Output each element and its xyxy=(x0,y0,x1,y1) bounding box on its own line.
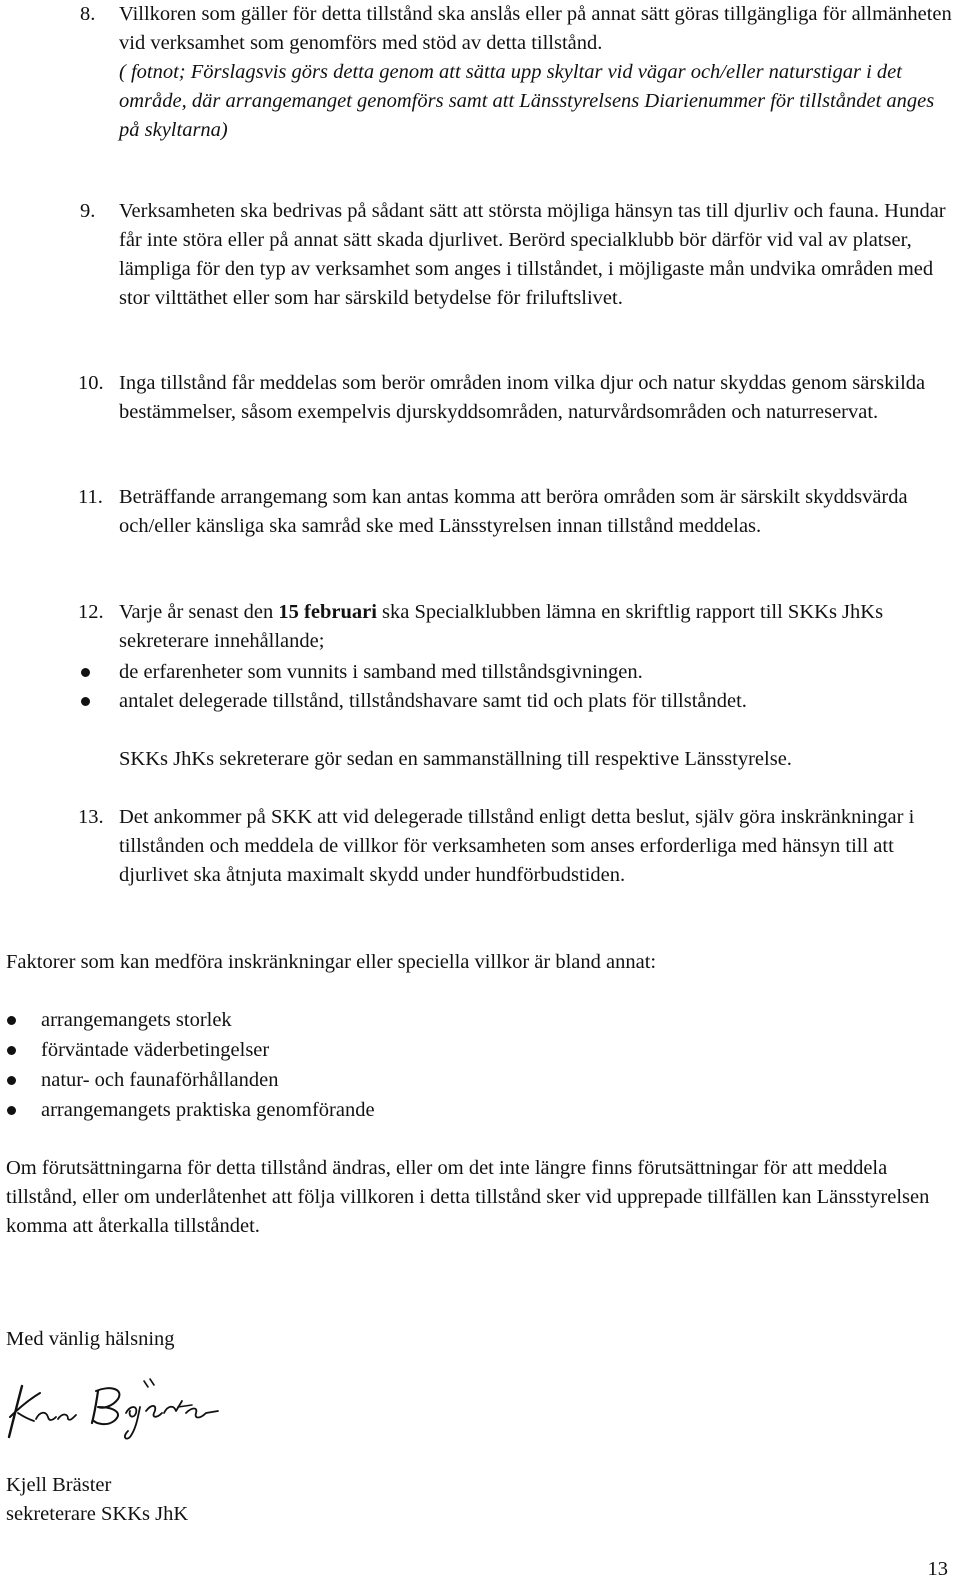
bullet-icon xyxy=(81,697,90,706)
summary-note: SKKs JhKs sekreterare gör sedan en sammanställning till respektive Länsstyrelse. xyxy=(119,748,792,770)
list-item-9 xyxy=(80,197,952,313)
list-item-11 xyxy=(80,483,952,541)
item-number: 8. xyxy=(80,3,96,25)
footnote-text: ( fotnot; Förslagsvis görs detta genom att sätta upp skyltar vid vägar och/eller naturstigar i det område, där arrangemanget genomförs samt att Länsstyrelsens Diarienummer för tillståndet anges på skyltarna) xyxy=(119,61,935,141)
list-item-8 xyxy=(80,0,952,145)
bullet-text: arrangemangets storlek xyxy=(41,1009,232,1031)
list-item-12 xyxy=(80,598,952,656)
bullet-icon xyxy=(7,1076,16,1085)
item-text: Det ankommer på SKK att vid delegerade tillstånd enligt detta beslut, själv göra inskränkningar i tillstånden och meddela de villkor för verksamheten som anses erforderliga med hänsyn till att djurlivet ska åtnjuta maximalt skydd under hundförbudstiden. xyxy=(119,806,915,886)
factors-intro: Faktorer som kan medföra inskränkningar eller speciella villkor är bland annat: xyxy=(6,951,657,973)
item-number: 10. xyxy=(78,372,104,394)
bullet-text: natur- och faunaförhållanden xyxy=(41,1069,279,1091)
bullet-icon xyxy=(7,1016,16,1025)
list-item xyxy=(6,1006,946,1036)
deadline-date: 15 februari xyxy=(278,601,377,623)
item-number: 13. xyxy=(78,806,104,828)
report-contents-list xyxy=(80,658,952,716)
item-text: Beträffande arrangemang som kan antas komma att beröra områden som är särskilt skyddsvärda och/eller känsliga ska samråd ske med Länsstyrelsen innan tillstånd meddelas. xyxy=(119,486,908,537)
factors-list xyxy=(6,1006,946,1126)
list-item xyxy=(6,1036,946,1066)
list-item-13 xyxy=(80,803,952,890)
list-item xyxy=(6,1066,946,1096)
item-text: Verksamheten ska bedrivas på sådant sätt att största möjliga hänsyn tas till djurliv och fauna. Hundar får inte störa eller på annat sätt skada djurlivet. Berörd specialklubb bör därför vid val av platser, lämpliga för den typ av verksamhet som anges i tillståndet, i möjligaste mån undvika områden med stor vilttäthet eller som har särskild betydelse för friluftslivet. xyxy=(119,200,946,309)
bullet-text: antalet delegerade tillstånd, tillståndshavare samt tid och plats för tillståndet. xyxy=(119,690,747,712)
list-item xyxy=(80,687,952,716)
item-number: 11. xyxy=(78,486,103,508)
list-item-10 xyxy=(80,369,952,427)
list-item xyxy=(6,1096,946,1126)
bullet-icon xyxy=(7,1046,16,1055)
item-number: 9. xyxy=(80,200,96,222)
signer-title: sekreterare SKKs JhK xyxy=(6,1503,189,1525)
item-text xyxy=(119,598,952,656)
page-number: 13 xyxy=(927,1558,948,1580)
revocation-paragraph: Om förutsättningarna för detta tillstånd ändras, eller om det inte längre finns förutsättningar för att meddela tillstånd, eller om underlåtenhet att följa villkoren i detta tillstånd sker vid upprepade tillfällen kan Länsstyrelsen komma att återkalla tillståndet. xyxy=(6,1157,930,1237)
bullet-text: förväntade väderbetingelser xyxy=(41,1039,270,1061)
bullet-icon xyxy=(7,1106,16,1115)
bullet-text: arrangemangets praktiska genomförande xyxy=(41,1099,375,1121)
item-text: Villkoren som gäller för detta tillstånd ska anslås eller på annat sätt göras tillgängliga för allmänheten vid verksamhet som genomförs med stöd av detta tillstånd. xyxy=(119,3,952,54)
item-number: 12. xyxy=(78,601,104,623)
list-item xyxy=(80,658,952,687)
bullet-text: de erfarenheter som vunnits i samband med tillståndsgivningen. xyxy=(119,661,643,683)
bullet-icon xyxy=(81,668,90,677)
item-text: Inga tillstånd får meddelas som berör områden inom vilka djur och natur skyddas genom särskilda bestämmelser, såsom exempelvis djurskyddsområden, naturvårdsområden och naturreservat. xyxy=(119,372,926,423)
handwritten-signature-icon xyxy=(6,1377,221,1443)
signer-name: Kjell Bräster xyxy=(6,1474,112,1496)
item-text-start: Varje år senast den xyxy=(119,601,279,623)
greeting: Med vänlig hälsning xyxy=(6,1328,175,1350)
item-text-end: ska Specialklubben lämna en skriftlig rapport till SKKs JhKs sekreterare innehållande; xyxy=(119,601,884,652)
